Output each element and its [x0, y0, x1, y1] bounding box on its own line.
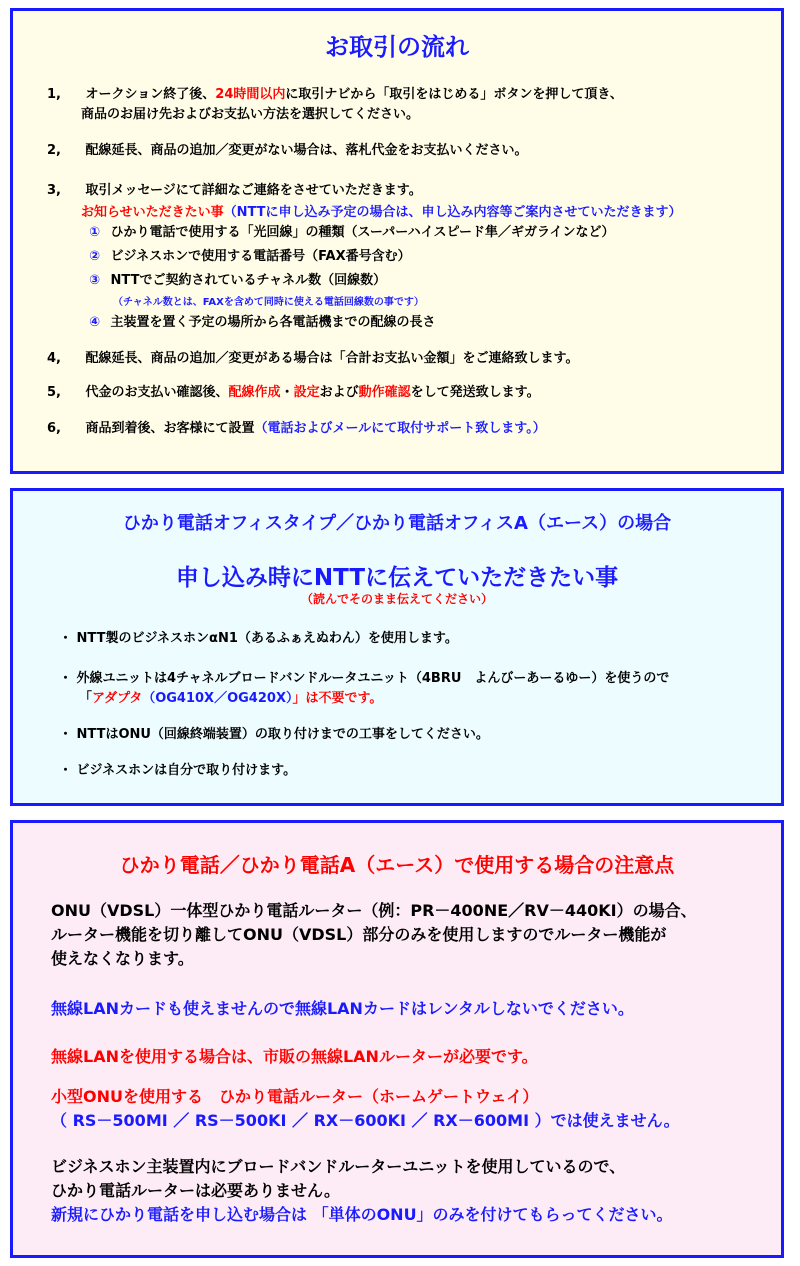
caution-title: ひかり電話／ひかり電話A（エース）で使用する場合の注意点 [119, 853, 675, 877]
step-6: 6, 商品到着後、お客様にて設置（電話およびメールにて取付サポート致します。） [47, 421, 546, 436]
step-5: 5, 代金のお支払い確認後、配線作成・設定および動作確認をして発送致します。 [47, 385, 540, 400]
caution-p2: 無線LANカードも使えませんので無線LANカードはレンタルしないでください。 [51, 999, 634, 1018]
office-bullet-2: ・ 外線ユニットは4チャネルブロードバンドルータユニット（4BRU よんびーあーるゆー）を使うので [59, 671, 670, 686]
office-bullet-3: ・ NTTはONU（回線終端装置）の取り付けまでの工事をしてください。 [59, 727, 489, 742]
office-type-title-2: 申し込み時にNTTに伝えていただきたい事 [175, 565, 619, 591]
office-bullet-1: ・ NTT製のビジネスホンαN1（あるふぁえぬわん）を使用します。 [59, 631, 458, 646]
channel-note: （チャネル数とは、FAXを含めて同時に使える電話回線数の事です） [113, 297, 424, 308]
step-4: 4, 配線延長、商品の追加／変更がある場合は「合計お支払い金額」をご連絡致します。 [47, 351, 579, 366]
caution-p5-line2: ひかり電話ルーターは必要ありません。 [51, 1181, 340, 1200]
step-3: 3, 取引メッセージにて詳細なご連絡をさせていただきます。 [47, 183, 422, 198]
office-bullet-4: ・ ビジネスホンは自分で取り付けます。 [59, 763, 297, 778]
order-flow-title: お取引の流れ [325, 33, 469, 61]
step-2: 2, 配線延長、商品の追加／変更がない場合は、落札代金をお支払いください。 [47, 143, 528, 158]
caution-section [10, 820, 784, 1258]
caution-p6: 新規にひかり電話を申し込む場合は 「単体のONU」のみを付けてもらってください。 [51, 1205, 673, 1224]
caution-p1-line3: 使えなくなります。 [51, 949, 194, 968]
office-type-title: ひかり電話オフィスタイプ／ひかり電話オフィスA（エース）の場合 [122, 513, 672, 534]
caution-p3: 無線LANを使用する場合は、市販の無線LANルーターが必要です。 [51, 1047, 538, 1066]
caution-p4-line2: （ RS－500MI ／ RS－500KI ／ RX－600KI ／ RX－600MI ）では使えません。 [51, 1111, 680, 1130]
step-3-item-4: ④ 主装置を置く予定の場所から各電話機までの配線の長さ [89, 315, 436, 330]
office-type-section [10, 488, 784, 806]
order-flow-section [10, 8, 784, 474]
step-3-notice: お知らせいただきたい事（NTTに申し込み予定の場合は、申し込み内容等ご案内させていただきます） [81, 205, 682, 220]
step-1: 1, オークション終了後、24時間以内に取引ナビから「取引をはじめる」ボタンを押して頂き、 [47, 87, 623, 102]
caution-p1-line2: ルーター機能を切り離してONU（VDSL）部分のみを使用しますのでルーター機能が [51, 925, 667, 944]
step-3-item-1: ① ひかり電話で使用する「光回線」の種類（スーパーハイスピード隼／ギガラインなど） [89, 225, 615, 240]
caution-p4-line1: 小型ONUを使用する ひかり電話ルーター（ホームゲートウェイ） [51, 1087, 539, 1106]
caution-p1-line1: ONU（VDSL）一体型ひかり電話ルーター（例：PR－400NE／RV－440KI）の場合、 [51, 901, 697, 920]
step-3-item-3: ③ NTTでご契約されているチャネル数（回線数） [89, 273, 387, 288]
office-bullet-2-line2: 「アダプタ（OG410X／OG420X）」は不要です。 [79, 691, 383, 706]
step-3-item-2: ② ビジネスホンで使用する電話番号（FAX番号含む） [89, 249, 411, 264]
step-1-line2: 商品のお届け先およびお支払い方法を選択してください。 [81, 107, 420, 122]
caution-p5-line1: ビジネスホン主装置内にブロードバンドルーターユニットを使用しているので、 [51, 1157, 626, 1176]
office-type-subtitle: （読んでそのまま伝えてください） [300, 592, 493, 606]
